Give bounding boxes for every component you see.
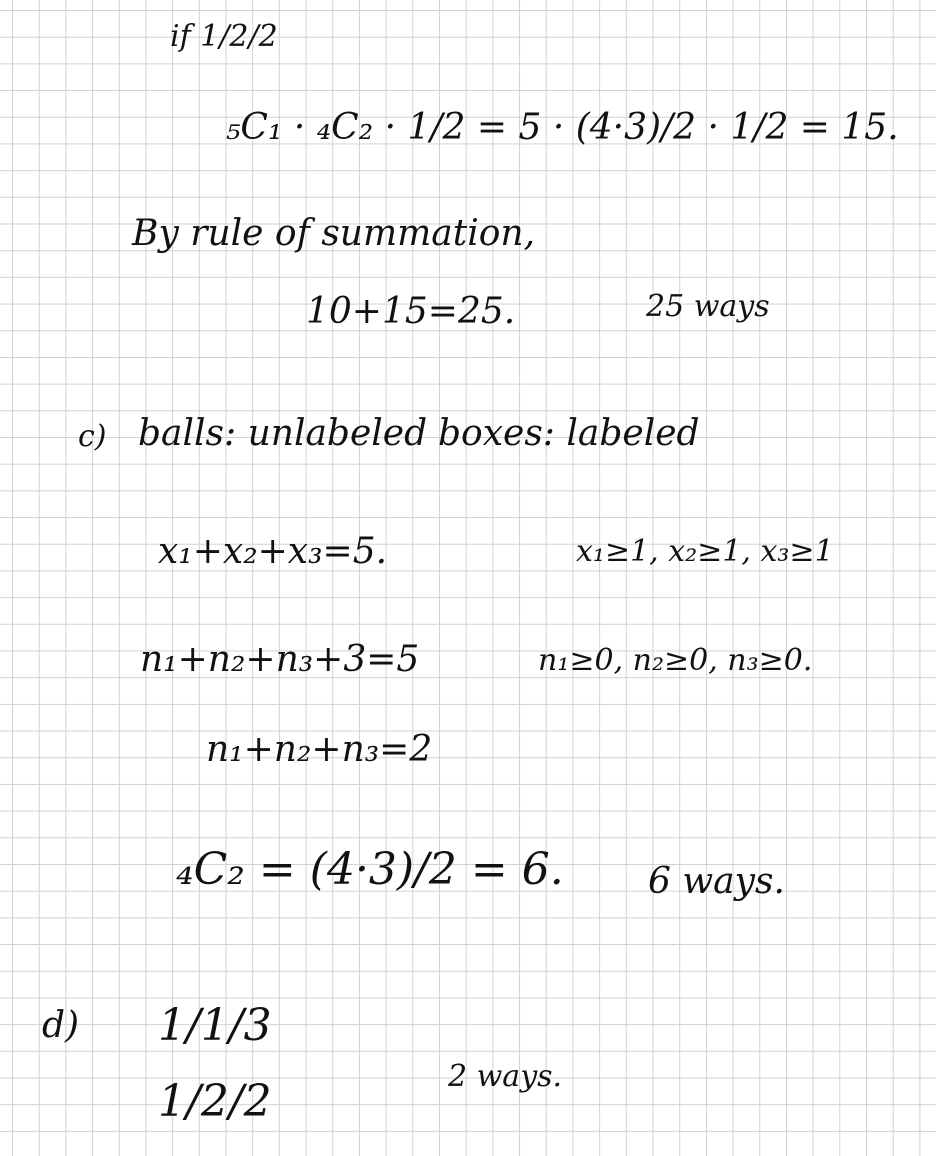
rule-of-summation-heading: By rule of summation, [132, 213, 536, 254]
equation-x: x₁+x₂+x₃=5. [158, 531, 388, 572]
case-calculation: ₅C₁ · ₄C₂ · 1/2 = 5 · (4·3)/2 · 1/2 = 15. [226, 107, 899, 148]
equation-n-reduced: n₁+n₂+n₃=2 [206, 729, 433, 770]
conditions-x: x₁≥1, x₂≥1, x₃≥1 [576, 534, 834, 569]
summation-result: 10+15=25. [306, 291, 516, 332]
combination-result: ₄C₂ = (4·3)/2 = 6. [176, 844, 564, 895]
boxes-labeled: boxes: labeled [438, 413, 700, 454]
part-d-label: d) [42, 1005, 80, 1046]
partition-1-1-3: 1/1/3 [158, 1000, 272, 1051]
conditions-n: n₁≥0, n₂≥0, n₃≥0. [538, 643, 813, 678]
case-line: if 1/2/2 [170, 19, 278, 54]
equation-n: n₁+n₂+n₃+3=5 [140, 639, 420, 680]
answer-2-ways: 2 ways. [448, 1059, 563, 1094]
partition-1-2-2: 1/2/2 [158, 1076, 272, 1127]
part-c-label: c) [78, 419, 107, 454]
answer-6-ways: 6 ways. [648, 861, 785, 902]
answer-25-ways: 25 ways [646, 289, 770, 324]
balls-unlabeled: balls: unlabeled [138, 413, 428, 454]
